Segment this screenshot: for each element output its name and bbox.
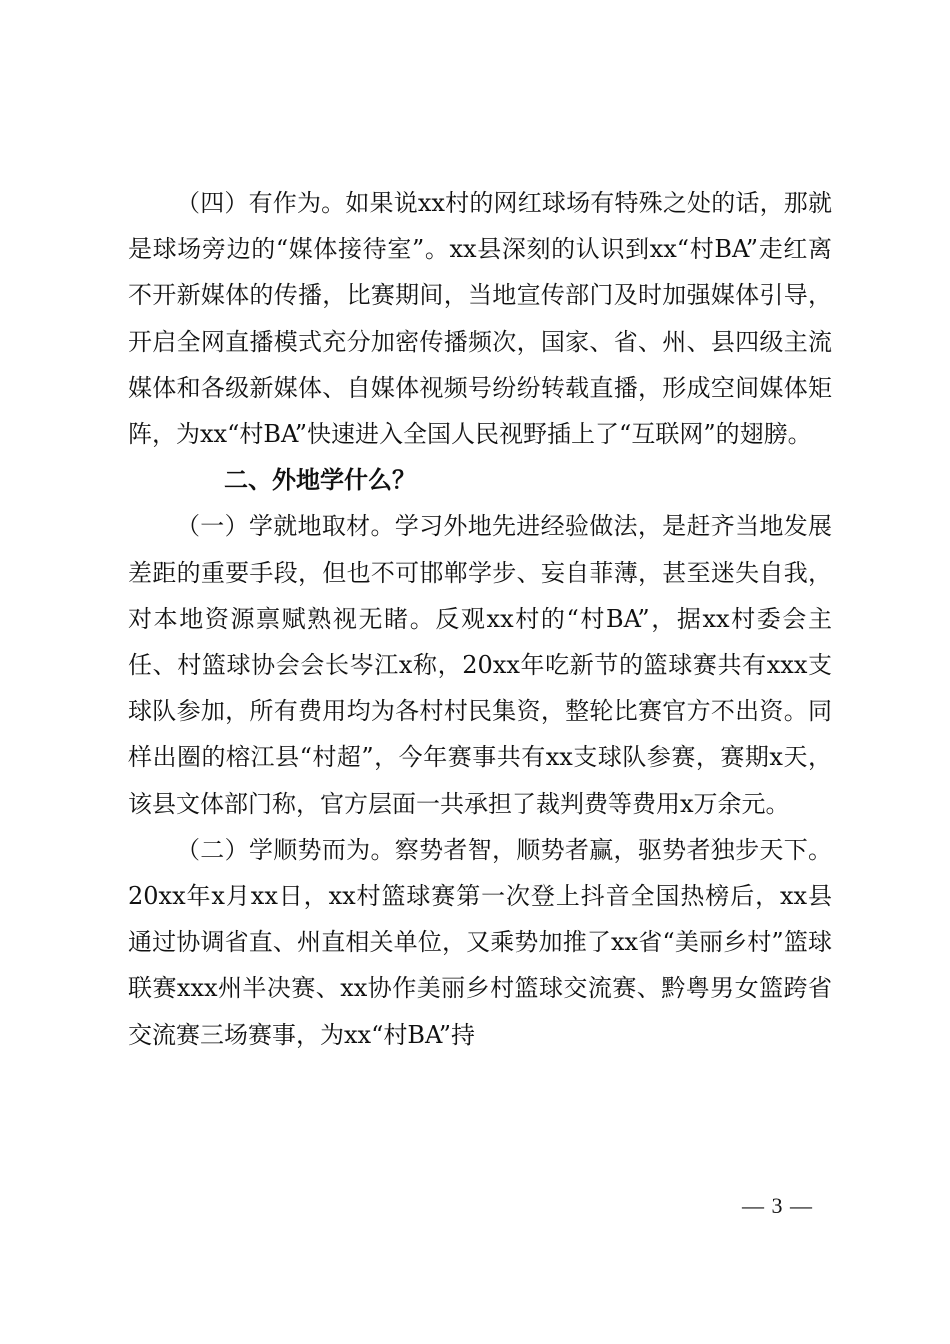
paragraph-follow-trend: （二）学顺势而为。察势者智，顺势者赢，驱势者独步天下。20xx年x月xx日，xx村篮球赛第一次登上抖音全国热榜后，xx县通过协调省直、州直相关单位，又乘势加推了xx省“美丽乡村”篮球联赛xxx州半决赛、xx协作美丽乡村篮球交流赛、黔粤男女篮跨省交流赛三场赛事，为xx“村BA”持 (128, 835, 832, 1049)
paragraph-local-resources: （一）学就地取材。学习外地先进经验做法，是赶齐当地发展差距的重要手段，但也不可邯郸学步、妄自菲薄，甚至迷失自我，对本地资源禀赋熟视无睹。反观xx村的“村BA”，据xx村委会主任、村篮球协会会长岑江x称，20xx年吃新节的篮球赛共有xxx支球队参加，所有费用均为各村村民集资，整轮比赛官方不出资。同样出圈的榕江县“村超”，今年赛事共有xx支球队参赛，赛期x天，该县文体部门称，官方层面一共承担了裁判费等费用x万余元。 (128, 512, 832, 818)
page-number: — 3 — (742, 1193, 813, 1218)
paragraph-media-reception: （四）有作为。如果说xx村的网红球场有特殊之处的话，那就是球场旁边的“媒体接待室”。xx县深刻的认识到xx“村BA”走红离不开新媒体的传播，比赛期间，当地宣传部门及时加强媒体引导，开启全网直播模式充分加密传播频次，国家、省、州、县四级主流媒体和各级新媒体、自媒体视频号纷纷转载直播，形成空间媒体矩阵，为xx“村BA”快速进入全国人民视野插上了“互联网”的翅膀。 (128, 189, 832, 449)
section-heading-what-to-learn: 二、外地学什么？ (224, 466, 416, 495)
document-body (128, 180, 832, 1058)
